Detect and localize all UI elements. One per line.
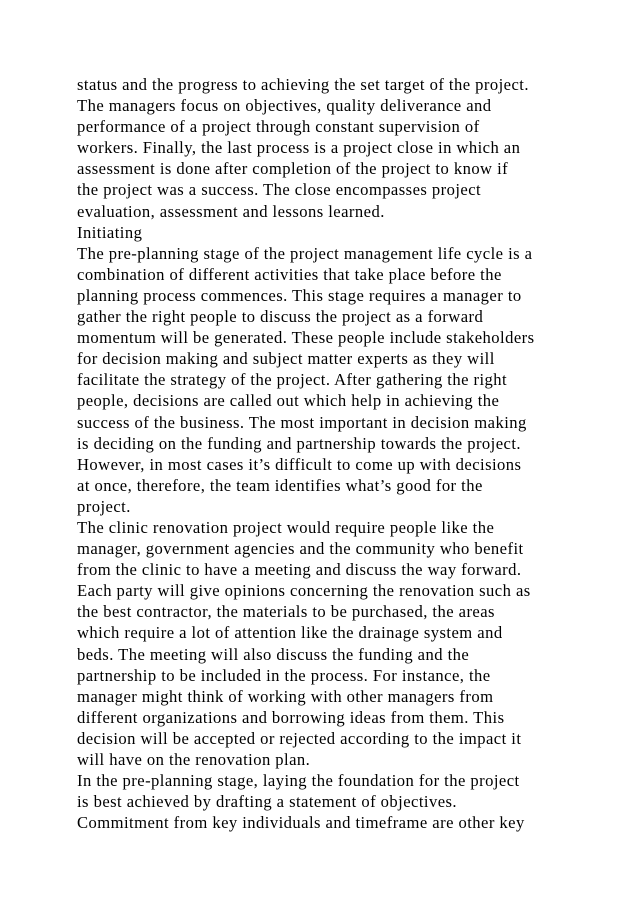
text-line: assessment is done after completion of the project to know if [77,159,509,179]
text-line: Each party will give opinions concerning the renovation such as [77,581,531,601]
text-line: is deciding on the funding and partnership towards the project. [77,433,522,453]
text-line: from the clinic to have a meeting and discuss the way forward. [77,560,522,580]
text-line: planning process commences. This stage requires a manager to [77,285,522,305]
text-line: However, in most cases it’s difficult to come up with decisions [77,454,522,474]
text-line: which require a lot of attention like the drainage system and [77,623,503,643]
text-line: facilitate the strategy of the project. After gathering the right [77,370,508,390]
text-line: partnership to be included in the process. For instance, the [77,665,491,685]
text-line: project. [77,496,131,516]
text-line: people, decisions are called out which help in achieving the [77,391,500,411]
text-line: decision will be accepted or rejected according to the impact it [77,728,522,748]
text-line: for decision making and subject matter experts as they will [77,349,495,369]
document-body [77,74,577,833]
text-line: at once, therefore, the team identifies what’s good for the [77,475,483,495]
text-line: The clinic renovation project would require people like the [77,517,495,537]
text-line: workers. Finally, the last process is a project close in which an [77,138,521,158]
text-line: performance of a project through constant supervision of [77,117,480,137]
text-line: The pre-planning stage of the project management life cycle is a [77,243,533,263]
text-line: evaluation, assessment and lessons learned. [77,201,385,221]
text-line: will have on the renovation plan. [77,750,311,769]
text-line: different organizations and borrowing ideas from them. This [77,707,505,727]
text-line: In the pre-planning stage, laying the foundation for the project [77,771,520,791]
text-line: the best contractor, the materials to be purchased, the areas [77,602,495,622]
text-line: manager might think of working with other managers from [77,686,494,706]
text-line: Commitment from key individuals and timeframe are other key [77,813,525,833]
text-line: is best achieved by drafting a statement of objectives. [77,792,458,812]
text-line: gather the right people to discuss the project as a forward [77,307,484,327]
text-line: the project was a success. The close encompasses project [77,180,482,200]
text-line: status and the progress to achieving the set target of the project. [77,75,529,94]
text-line: success of the business. The most important in decision making [77,412,527,432]
text-line: manager, government agencies and the community who benefit [77,539,524,559]
text-line: combination of different activities that take place before the [77,264,502,284]
text-line: The managers focus on objectives, quality deliverance and [77,96,492,116]
text-line: beds. The meeting will also discuss the funding and the [77,644,470,664]
text-line: momentum will be generated. These people include stakeholders [77,328,535,348]
section-heading: Initiating [77,222,143,242]
